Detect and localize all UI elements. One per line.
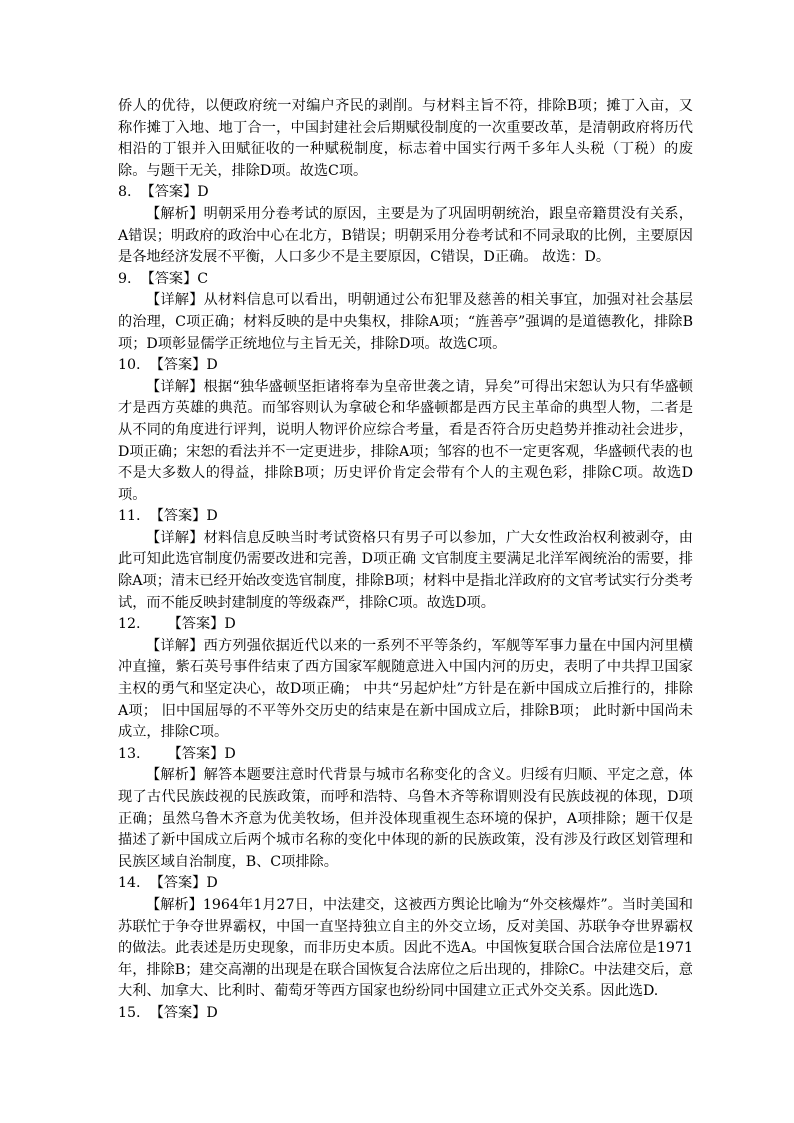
analysis-9: 【详解】从材料信息可以看出，明朝通过公布犯罪及慈善的相关事宜，加强对社会基层的治理，C项正确；材料反映的是中央集权，排除A项；“旌善亭”强调的是道德教化，排除B项；D项彰显儒学正统地位与主旨无关，排除D项。故选C项。: [118, 292, 693, 352]
answer-line-13: 13. 【答案】D: [118, 745, 236, 762]
answer-line-15: 15. 【答案】D: [118, 1004, 218, 1021]
analysis-11: 【详解】材料信息反映当时考试资格只有男子可以参加，广大女性政治权利被剥夺，由此可知此选官制度仍需要改进和完善，D项正确 文官制度主要满足北洋军阀统治的需要，排除A项；清末已经开始改变选官制度，排除B项；材料中是指北洋政府的文官考试实行分类考试，而不能反映封建制度的等级森严，排除C项。故选D项。: [118, 529, 693, 611]
answer-line-8: 8. 【答案】D: [118, 184, 209, 201]
answer-line-11: 11. 【答案】D: [118, 508, 218, 525]
answer-line-9: 9. 【答案】C: [118, 270, 209, 287]
analysis-8: 【解析】明朝采用分卷考试的原因，主要是为了巩固明朝统治，跟皇帝籍贯没有关系，A错误；明政府的政治中心在北方，B错误；明朝采用分卷考试和不同录取的比例，主要原因是各地经济发展不平衡，人口多少不是主要原因，C错误，D正确。 故选：D。: [118, 205, 693, 266]
paragraph-continued: 侨人的优待，以便政府统一对编户齐民的剥削。与材料主旨不符，排除B项；摊丁入亩，又称作摊丁入地、地丁合一，中国封建社会后期赋役制度的一次重要改革，是清朝政府将历代相沿的丁银并入田赋征收的一种赋税制度，标志着中国实行两千多年人头税（丁税）的废除。与题干无关，排除D项。故选C项。: [118, 98, 693, 179]
analysis-10: 【详解】根据“独华盛顿坚拒诸将奉为皇帝世袭之请，异矣”可得出宋恕认为只有华盛顿才是西方英雄的典范。而邹容则认为拿破仑和华盛顿都是西方民主革命的典型人物，二者是从不同的角度进行评判，说明人物评价应综合考量，看是否符合历史趋势并推动社会进步，D项正确；宋恕的看法并不一定更进步，排除A项；邹容的也不一定更客观，华盛顿代表的也不是大多数人的得益，排除B项；历史评价肯定会带有个人的主观色彩，排除C项。故选D项。: [118, 378, 693, 503]
answer-line-14: 14. 【答案】D: [118, 875, 218, 892]
answer-line-10: 10. 【答案】D: [118, 357, 218, 374]
analysis-13: 【解析】解答本题要注意时代背景与城市名称变化的含义。归绥有归顺、平定之意，体现了古代民族歧视的民族政策，而呼和浩特、乌鲁木齐等称谓则没有民族歧视的体现，D项正确；虽然乌鲁木齐意为优美牧场，但并没体现重视生态环境的保护，A项排除；题干仅是描述了新中国成立后两个城市名称的变化中体现的新的民族政策，没有涉及行政区划管理和民族区域自治制度，B、C项排除。: [118, 767, 693, 870]
document-page: [118, 96, 693, 1025]
analysis-12: 【详解】西方列强依据近代以来的一系列不平等条约，军舰等军事力量在中国内河里横冲直撞，紫石英号事件结束了西方国家军舰随意进入中国内河的历史，表明了中共捍卫国家主权的勇气和坚定决心，故D项正确； 中共“另起炉灶”方针是在新中国成立后推行的，排除A项； 旧中国屈辱的不平等外交历史的结束是在新中国成立后，排除B项； 此时新中国尚未成立，排除C项。: [118, 637, 693, 741]
analysis-14: 【解析】1964年1月27日，中法建交，这被西方舆论比喻为“外交核爆炸”。当时美国和苏联忙于争夺世界霸权，中国一直坚持独立自主的外交立场，反对美国、苏联争夺世界霸权的做法。此表述是历史现象，而非历史本质。因此不选A。中国恢复联合国合法席位是1971年，排除B；建交高潮的出现是在联合国恢复合法席位之后出现的，排除C。中法建交后，意大利、加拿大、比利时、葡萄牙等西方国家也纷纷同中国建立正式外交关系。因此选D.: [118, 896, 693, 1000]
answer-line-12: 12. 【答案】D: [118, 616, 236, 633]
